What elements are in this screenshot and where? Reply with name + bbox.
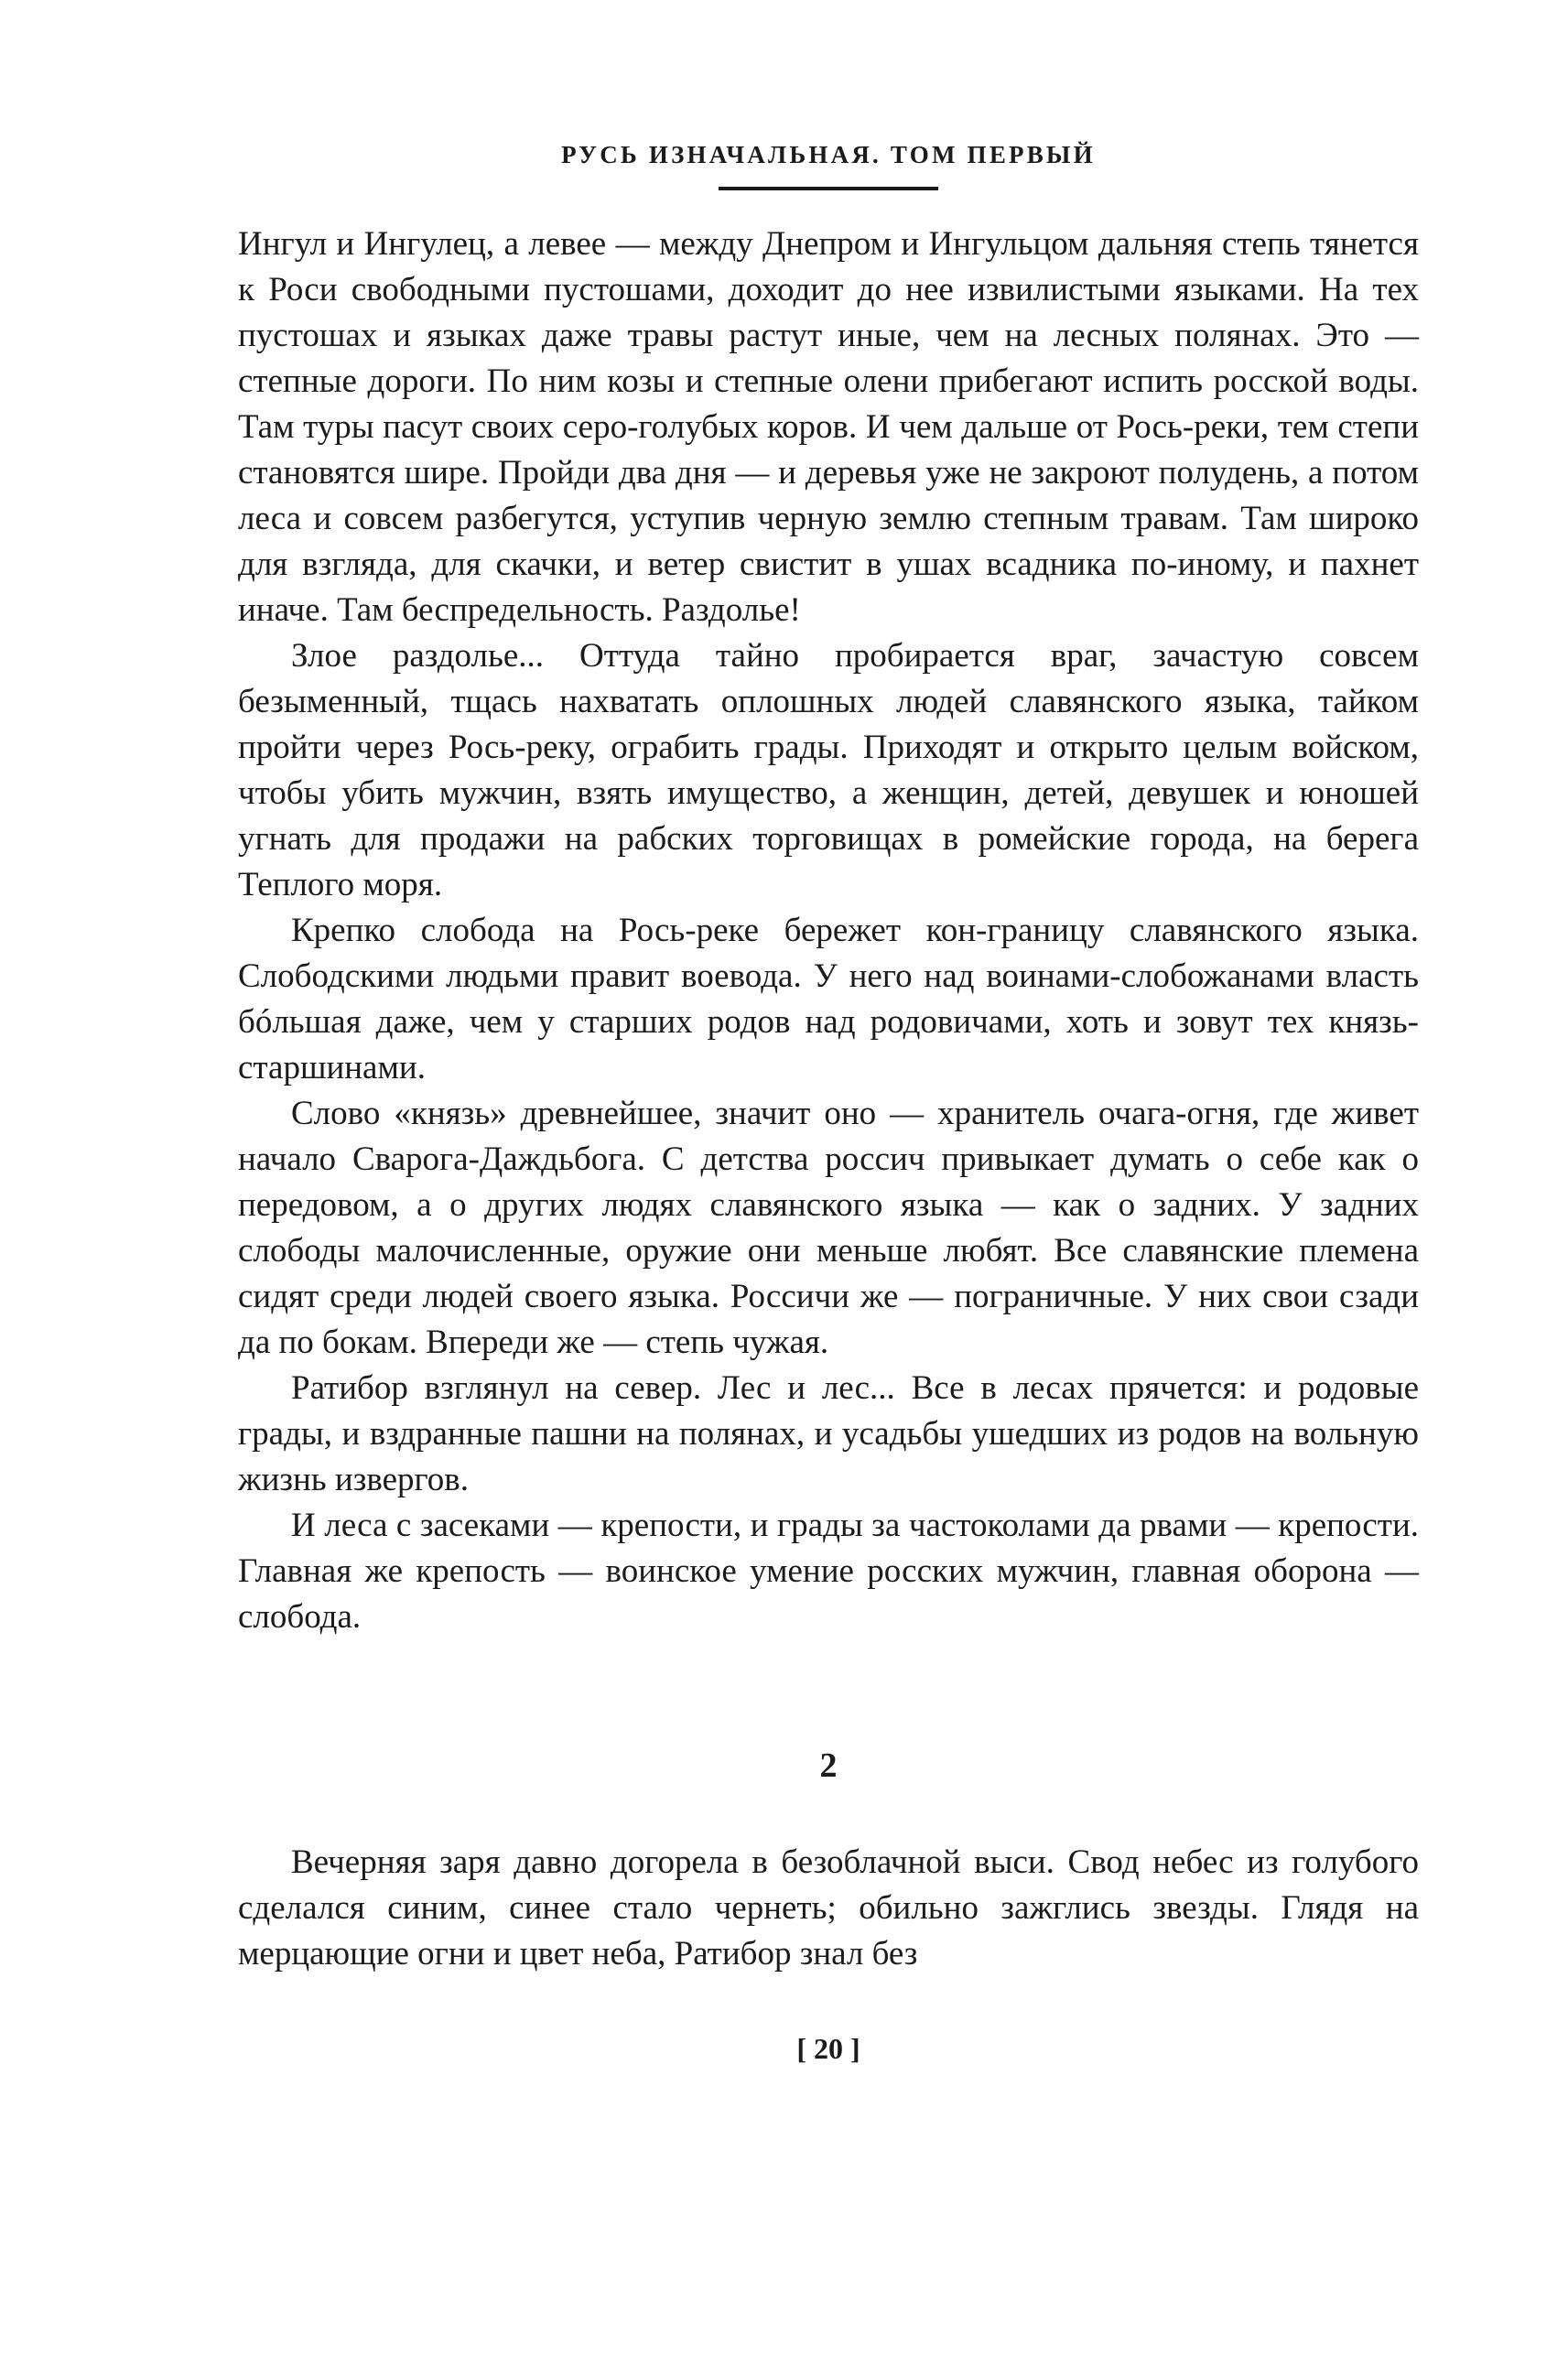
paragraph: Слово «князь» древнейшее, значит оно — хранитель очага-огня, где живет начало Сварога-Даждьбога. С детства россич привыкает думать о себе как о передовом, а о других людях славянского языка — как о задних. У задних слободы малочисленные, оружие они меньше любят. Все славянские племена сидят среди людей своего языка. Россичи же — пограничные. У них свои сзади да по бокам. Впереди же — степь чужая. bbox=[238, 1095, 1419, 1361]
page-number: [ 20 ] bbox=[796, 2032, 860, 2065]
paragraph: Крепко слобода на Рось-реке бережет кон-границу славянского языка. Слободскими людьми правит воевода. У него над воинами-слобожанами власть бóльшая даже, чем у старших родов над родовичами, хоть и зовут тех князь-старшинами. bbox=[238, 912, 1419, 1086]
paragraph: И леса с засеками — крепости, и грады за частоколами да рвами — крепости. Главная же крепость — воинское умение росских мужчин, главная оборона — слобода. bbox=[238, 1507, 1419, 1636]
book-page bbox=[238, 128, 1419, 2233]
chapter-number: 2 bbox=[819, 1746, 838, 1785]
main-text bbox=[238, 222, 1419, 1640]
chapter-text bbox=[238, 1840, 1419, 1977]
paragraph: Ратибор взглянул на север. Лес и лес... Все в лесах прячется: и родовые грады, и вздранные пашни на полянах, и усадьбы ушедших из родов на вольную жизнь извергов. bbox=[238, 1369, 1419, 1498]
running-title: РУСЬ ИЗНАЧАЛЬНАЯ. ТОМ ПЕРВЫЙ bbox=[561, 141, 1096, 168]
header-rule bbox=[719, 187, 938, 190]
paragraph: Вечерняя заря давно догорела в безоблачной выси. Свод небес из голубого сделался синим, синее стало чернеть; обильно зажглись звезды. Глядя на мерцающие огни и цвет неба, Ратибор знал без bbox=[238, 1843, 1419, 1973]
paragraph: Ингул и Ингулец, а левее — между Днепром и Ингульцом дальняя степь тянется к Роси свободными пустошами, доходит до нее извилистыми языками. На тех пустошах и языках даже травы растут иные, чем на лесных полянах. Это — степные дороги. По ним козы и степные олени прибегают испить росской воды. Там туры пасут своих серо-голубых коров. И чем дальше от Рось-реки, тем степи становятся шире. Пройди два дня — и деревья уже не закроют полудень, а потом леса и совсем разбегутся, уступив черную землю степным травам. Там широко для взгляда, для скачки, и ветер свистит в ушах всадника по-иному, и пахнет иначе. Там беспредельность. Раздолье! bbox=[238, 225, 1419, 629]
paragraph: Злое раздолье... Оттуда тайно пробирается враг, зачастую совсем безыменный, тщась нахватать оплошных людей славянского языка, тайком пройти через Рось-реку, ограбить грады. Приходят и открыто целым войском, чтобы убить мужчин, взять имущество, а женщин, детей, девушек и юношей угнать для продажи на рабских торговищах в ромейские города, на берега Теплого моря. bbox=[238, 637, 1419, 903]
